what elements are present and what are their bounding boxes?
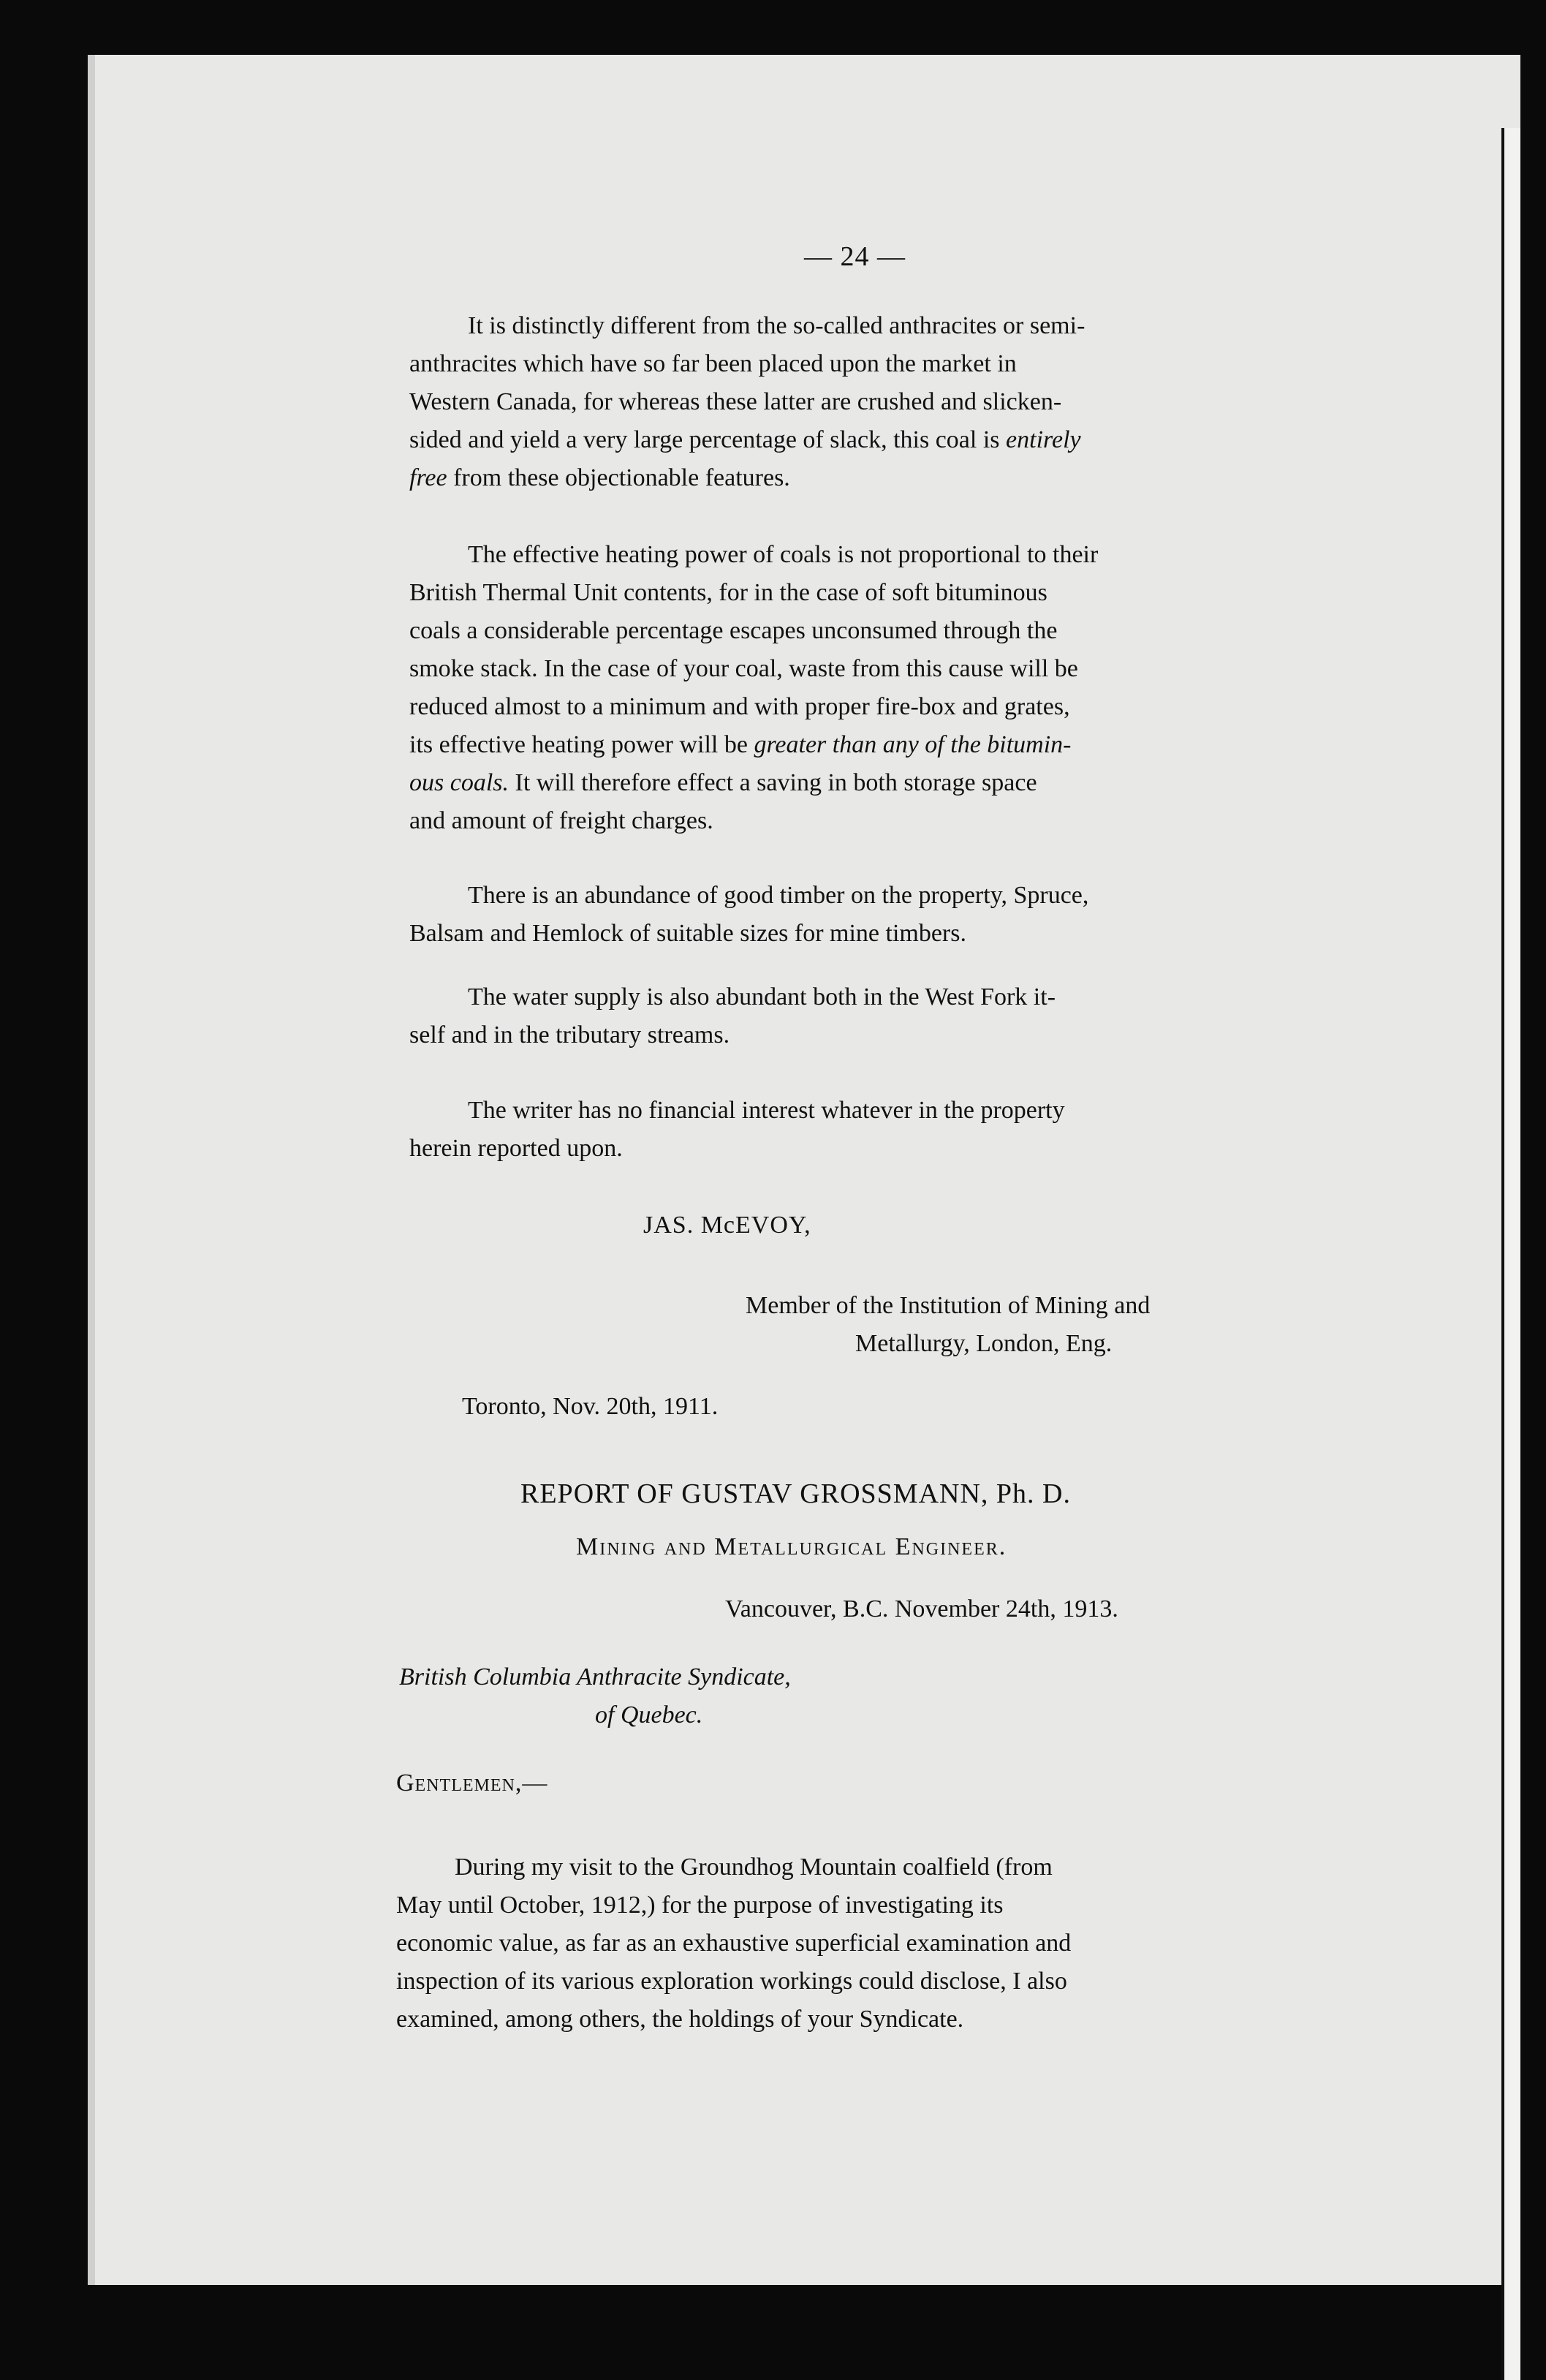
emphasis-text: entirely <box>1006 426 1081 453</box>
paragraph-line: There is an abundance of good timber on the property, Spruce, <box>468 882 1089 909</box>
paragraph-line: coals a considerable percentage escapes unconsumed through the <box>409 617 1058 644</box>
emphasis-text: greater than any of the bitumin- <box>754 731 1072 758</box>
paragraph-line: During my visit to the Groundhog Mountain coalfield (from <box>455 1854 1053 1881</box>
paragraph-line: reduced almost to a minimum and with proper fire-box and grates, <box>409 693 1070 720</box>
paragraph-visit <box>396 1848 1071 2039</box>
paragraph-heating-power <box>409 536 1098 840</box>
report-title: REPORT OF GUSTAV GROSSMANN, Ph. D. <box>520 1478 1071 1509</box>
paragraph-line: smoke stack. In the case of your coal, waste from this cause will be <box>409 655 1078 682</box>
paragraph-line: The effective heating power of coals is not proportional to their <box>468 541 1099 568</box>
page-edge <box>1501 128 1520 2380</box>
paragraph-line: It is distinctly different from the so-called anthracites or semi- <box>468 312 1085 339</box>
paragraph-line: self and in the tributary streams. <box>409 1021 730 1049</box>
paragraph-line: herein reported upon. <box>409 1135 623 1162</box>
salutation: Gentlemen,— <box>396 1769 548 1797</box>
line-text: sided and yield a very large percentage of slack, this coal is <box>409 426 1007 453</box>
addressee-line: British Columbia Anthracite Syndicate, <box>399 1663 791 1690</box>
addressee <box>399 1658 791 1734</box>
signature-membership <box>746 1287 1150 1363</box>
paragraph-line: inspection of its various exploration workings could disclose, I also <box>396 1968 1067 1995</box>
paragraph-timber <box>409 877 1088 953</box>
paragraph-line <box>409 459 1085 497</box>
paragraph-line <box>409 764 1098 802</box>
membership-line: Member of the Institution of Mining and <box>746 1292 1151 1319</box>
paragraph-coal-description <box>409 307 1085 497</box>
paragraph-line: The writer has no financial interest whatever in the property <box>468 1097 1065 1124</box>
report-subtitle: Mining and Metallurgical Engineer. <box>576 1533 1007 1560</box>
line-text: its effective heating power will be <box>409 731 754 758</box>
membership-line: Metallurgy, London, Eng. <box>855 1330 1113 1357</box>
report-place-date: Vancouver, B.C. November 24th, 1913. <box>725 1595 1118 1622</box>
paragraph-line: and amount of freight charges. <box>409 807 713 834</box>
paragraph-line: British Thermal Unit contents, for in the case of soft bituminous <box>409 579 1047 606</box>
paragraph-line: The water supply is also abundant both in the West Fork it- <box>468 983 1056 1010</box>
paragraph-line: anthracites which have so far been placed upon the market in <box>409 350 1017 377</box>
line-text: from these objectionable features. <box>447 464 790 491</box>
emphasis-text: free <box>409 464 447 491</box>
page-number: — 24 — <box>804 241 906 272</box>
paragraph-line: May until October, 1912,) for the purpose of investigating its <box>396 1892 1004 1919</box>
line-text: It will therefore effect a saving in both storage space <box>509 769 1037 796</box>
dateline: Toronto, Nov. 20th, 1911. <box>462 1393 719 1420</box>
paragraph-line: economic value, as far as an exhaustive superficial examination and <box>396 1930 1072 1957</box>
paragraph-disclaimer <box>409 1092 1065 1168</box>
addressee-line: of Quebec. <box>595 1701 703 1729</box>
signature-name: JAS. McEVOY, <box>643 1212 811 1239</box>
paragraph-water-supply <box>409 978 1056 1054</box>
paragraph-line: Western Canada, for whereas these latter are crushed and slicken- <box>409 388 1062 415</box>
paragraph-line: Balsam and Hemlock of suitable sizes for mine timbers. <box>409 920 966 947</box>
emphasis-text: ous coals. <box>409 769 509 796</box>
paragraph-line <box>409 421 1085 459</box>
paragraph-line: examined, among others, the holdings of your Syndicate. <box>396 2006 964 2033</box>
paragraph-line <box>409 726 1098 764</box>
